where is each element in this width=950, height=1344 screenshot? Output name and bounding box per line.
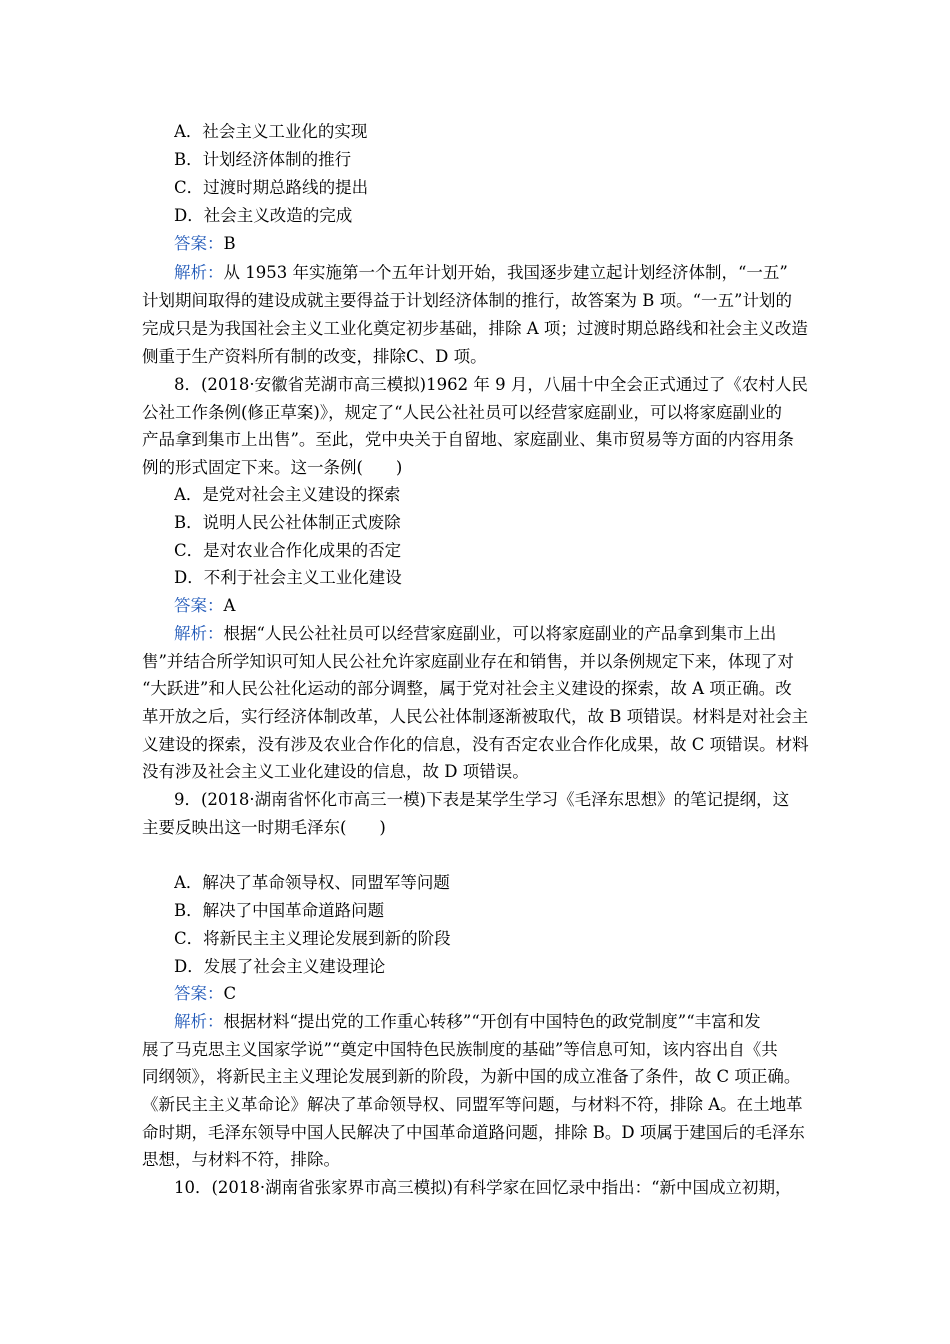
q7-analysis-line: 完成只是为我国社会主义工业化奠定初步基础，排除 A 项；过渡时期总路线和社会主义改造	[142, 319, 808, 338]
answer-label: 答案：	[174, 234, 224, 253]
q9-stem-line: 主要反映出这一时期毛泽东( )	[142, 818, 386, 837]
q9-analysis-line: 解析：根据材料“提出党的工作重心转移”“开创有中国特色的政党制度”“丰富和发	[174, 1012, 761, 1031]
q7-analysis-line: 解析：从 1953 年实施第一个五年计划开始，我国逐步建立起计划经济体制，“一五”	[174, 263, 788, 282]
q8-option-b: B．说明人民公社体制正式废除	[174, 513, 401, 532]
q9-option-a: A．解决了革命领导权、同盟军等问题	[174, 873, 450, 892]
q8-option-d: D．不利于社会主义工业化建设	[174, 568, 402, 587]
q7-option-a: A．社会主义工业化的实现	[174, 122, 368, 141]
q7-analysis-line: 侧重于生产资料所有制的改变，排除C、D 项。	[142, 347, 487, 366]
answer-value: A	[223, 596, 236, 615]
q8-answer	[174, 595, 814, 617]
q8-stem-line: 8．(2018·安徽省芜湖市高三模拟)1962 年 9 月，八届十中全会正式通过了《农村人民	[174, 375, 808, 394]
q7-analysis-line: 计划期间取得的建设成就主要得益于计划经济体制的推行，故答案为 B 项。“一五”计划的	[142, 291, 792, 310]
q7-option-c: C．过渡时期总路线的提出	[174, 178, 369, 197]
q9-analysis-line: 命时期，毛泽东领导中国人民解决了中国革命道路问题，排除 B。D 项属于建国后的毛泽东	[142, 1123, 805, 1142]
answer-value: C	[223, 984, 237, 1003]
q9-stem-line: 9．(2018·湖南省怀化市高三一模)下表是某学生学习《毛泽东思想》的笔记提纲，这	[174, 790, 790, 809]
q8-analysis-line: 售”并结合所学知识可知人民公社允许家庭副业存在和销售，并以条例规定下来，体现了对	[142, 652, 794, 671]
q9-option-d: D．发展了社会主义建设理论	[174, 957, 386, 976]
q8-analysis-line: “大跃进”和人民公社化运动的部分调整，属于党对社会主义建设的探索，故 A 项正确。改	[142, 679, 792, 698]
q8-analysis-line: 没有涉及社会主义工业化建设的信息，故 D 项错误。	[142, 762, 529, 781]
q9-analysis-line: 同纲领》，将新民主主义理论发展到新的阶段，为新中国的成立准备了条件，故 C 项正确。	[142, 1067, 801, 1086]
q7-answer	[174, 233, 814, 255]
q8-analysis-line: 解析：根据“人民公社社员可以经营家庭副业，可以将家庭副业的产品拿到集市上出	[174, 624, 777, 643]
q9-answer	[174, 983, 814, 1005]
analysis-label: 解析：	[174, 1012, 224, 1031]
analysis-label: 解析：	[174, 263, 224, 282]
q9-analysis-line: 《新民主主义革命论》解决了革命领导权、同盟军等问题，与材料不符，排除 A。在土地革	[142, 1095, 803, 1114]
q9-analysis-line: 展了马克思主义国家学说”“奠定中国特色民族制度的基础”等信息可知，该内容出自《共	[142, 1040, 778, 1059]
analysis-label: 解析：	[174, 624, 224, 643]
q8-analysis-line: 革开放之后，实行经济体制改革，人民公社体制逐渐被取代，故 B 项错误。材料是对社会主	[142, 707, 809, 726]
q7-option-d: D．社会主义改造的完成	[174, 206, 353, 225]
answer-label: 答案：	[174, 596, 224, 615]
q8-option-c: C．是对农业合作化成果的否定	[174, 541, 402, 560]
answer-value: B	[223, 234, 236, 253]
q8-analysis-line: 义建设的探索，没有涉及农业合作化的信息，没有否定农业合作化成果，故 C 项错误。材料	[142, 735, 809, 754]
q8-option-a: A．是党对社会主义建设的探索	[174, 485, 401, 504]
q7-option-b: B．计划经济体制的推行	[174, 150, 352, 169]
q9-analysis-line: 思想，与材料不符，排除。	[142, 1150, 340, 1169]
q9-option-b: B．解决了中国革命道路问题	[174, 901, 385, 920]
q8-stem-line: 例的形式固定下来。这一条例( )	[142, 458, 403, 477]
q10-stem-line: 10．(2018·湖南省张家界市高三模拟)有科学家在回忆录中指出：“新中国成立初期，	[174, 1178, 792, 1197]
q8-stem-line: 公社工作条例(修正草案)》，规定了“人民公社社员可以经营家庭副业，可以将家庭副业的	[142, 403, 783, 422]
answer-label: 答案：	[174, 984, 224, 1003]
q8-stem-line: 产品拿到集市上出售”。至此，党中央关于自留地、家庭副业、集市贸易等方面的内容用条	[142, 430, 794, 449]
q9-option-c: C．将新民主主义理论发展到新的阶段	[174, 929, 451, 948]
